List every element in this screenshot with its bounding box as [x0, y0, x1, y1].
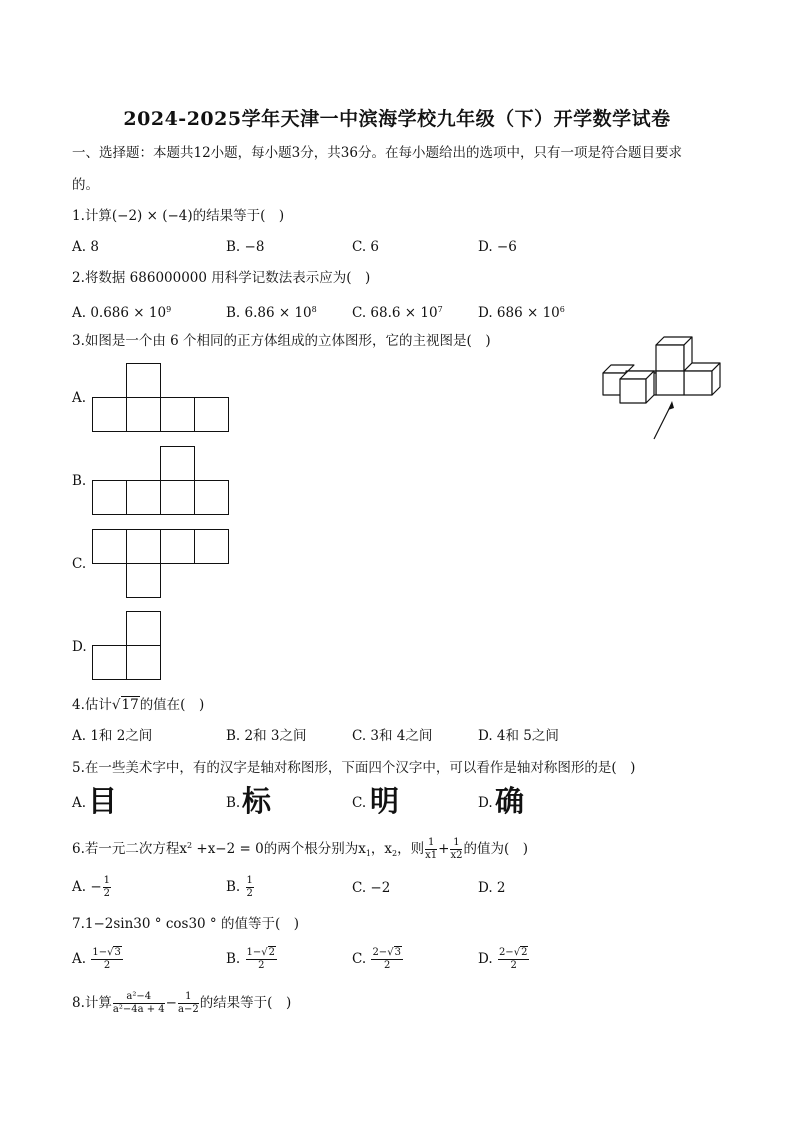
q3a-square — [160, 397, 195, 432]
q3a-square — [194, 397, 229, 432]
question-7-stem: 7.1−2sin30 ° cos30 ° 的值等于( ) — [72, 916, 299, 932]
q5-option-b-char: 标 — [242, 784, 272, 818]
q6-option-d: D. 2 — [478, 880, 506, 896]
q2-option-a: A. $0.686 \times 10^9$ — [72, 305, 172, 321]
q3c-square — [194, 529, 229, 564]
section-instructions-line1: 一、选择题：本题共12小题，每小题3分，共36分。在每小题给出的选项中，只有一项是符合题目要求 — [72, 145, 682, 161]
q1-option-c: C. 6 — [352, 239, 380, 255]
q5-option-d-char: 确 — [495, 784, 525, 818]
q7-option-b: B. $\frac{1-√2}{2}$ — [226, 947, 276, 971]
q5-option-d: D. — [478, 795, 493, 811]
q3d-square — [126, 645, 161, 680]
q3-option-d-label: D. — [72, 639, 87, 655]
question-1-stem: 1.计算(−2) × (−4)的结果等于( ) — [72, 208, 285, 224]
q5-option-a-char: 目 — [88, 784, 118, 818]
q3c-square — [126, 529, 161, 564]
q3b-square — [194, 480, 229, 515]
q3-option-c-label: C. — [72, 556, 87, 572]
question-8-stem: 8.计算 $\frac{\text{a²−4}}{\text{a²−4a + 4}}$ − $\frac{1}{a-2}$ 的结果等于( ) — [72, 991, 292, 1015]
exam-title: 2024-2025学年天津一中滨海学校九年级（下）开学数学试卷 — [123, 108, 671, 130]
q3a-square — [126, 363, 161, 398]
q3d-square — [126, 611, 161, 646]
q4-option-a: A. 1和 2之间 — [72, 728, 153, 744]
q1-option-b: B. −8 — [226, 239, 265, 255]
q4-option-d: D. 4和 5之间 — [478, 728, 559, 744]
q5-option-c-char: 明 — [370, 784, 400, 818]
q1-option-d: D. −6 — [478, 239, 517, 255]
q3d-square — [92, 645, 127, 680]
section-instructions-line2: 的。 — [72, 177, 99, 193]
question-4-stem: 4.估计√17的值在( ) — [72, 697, 205, 713]
q5-option-c: C. — [352, 795, 367, 811]
q3-option-b-label: B. — [72, 473, 87, 489]
q1-option-a: A. 8 — [72, 239, 99, 255]
q3a-square — [92, 397, 127, 432]
q3c-square — [92, 529, 127, 564]
question-3-stem: 3.如图是一个由 6 个相同的正方体组成的立体图形，它的主视图是( ) — [72, 333, 491, 349]
q3b-square — [160, 446, 195, 481]
q7-option-d: D. $\frac{2-√2}{2}$ — [478, 947, 528, 971]
q3b-square — [160, 480, 195, 515]
q3c-square — [126, 563, 161, 598]
q3a-square — [126, 397, 161, 432]
q6-option-b: B. $\frac{1}{2}$ — [226, 875, 253, 899]
q5-option-a: A. — [72, 795, 87, 811]
q3-option-a-label: A. — [72, 390, 87, 406]
q2-option-c: C. $68.6 \times 10^7$ — [352, 305, 443, 321]
question-2-stem: 2.将数据 686000000 用科学记数法表示应为( ) — [72, 270, 371, 286]
q6-option-a: A. − $\frac{1}{2}$ — [72, 875, 111, 899]
q7-option-c: C. $\frac{2-√3}{2}$ — [352, 947, 401, 971]
cube-solid-figure — [598, 333, 726, 445]
q5-option-b: B. — [226, 795, 241, 811]
question-5-stem: 5.在一些美术字中，有的汉字是轴对称图形，下面四个汉字中，可以看作是轴对称图形的是( ) — [72, 760, 636, 776]
q6-option-c: C. −2 — [352, 880, 391, 896]
q2-option-b: B. $6.86 \times 10^8$ — [226, 305, 317, 321]
q7-option-a: A. $\frac{1-√3}{2}$ — [72, 947, 121, 971]
q2-option-d: D. $686 \times 10^6$ — [478, 305, 565, 321]
q3b-square — [92, 480, 127, 515]
question-6-stem: 6.若一元二次方程$x^2 +x-2 = 0$的两个根分别为$x_1$，$x_2$，则 $\frac{1}{x1}$ + $\frac{1}{x2}$ 的值为( ) — [72, 837, 529, 861]
q3b-square — [126, 480, 161, 515]
q4-option-c: C. 3和 4之间 — [352, 728, 433, 744]
q4-option-b: B. 2和 3之间 — [226, 728, 307, 744]
q3c-square — [160, 529, 195, 564]
